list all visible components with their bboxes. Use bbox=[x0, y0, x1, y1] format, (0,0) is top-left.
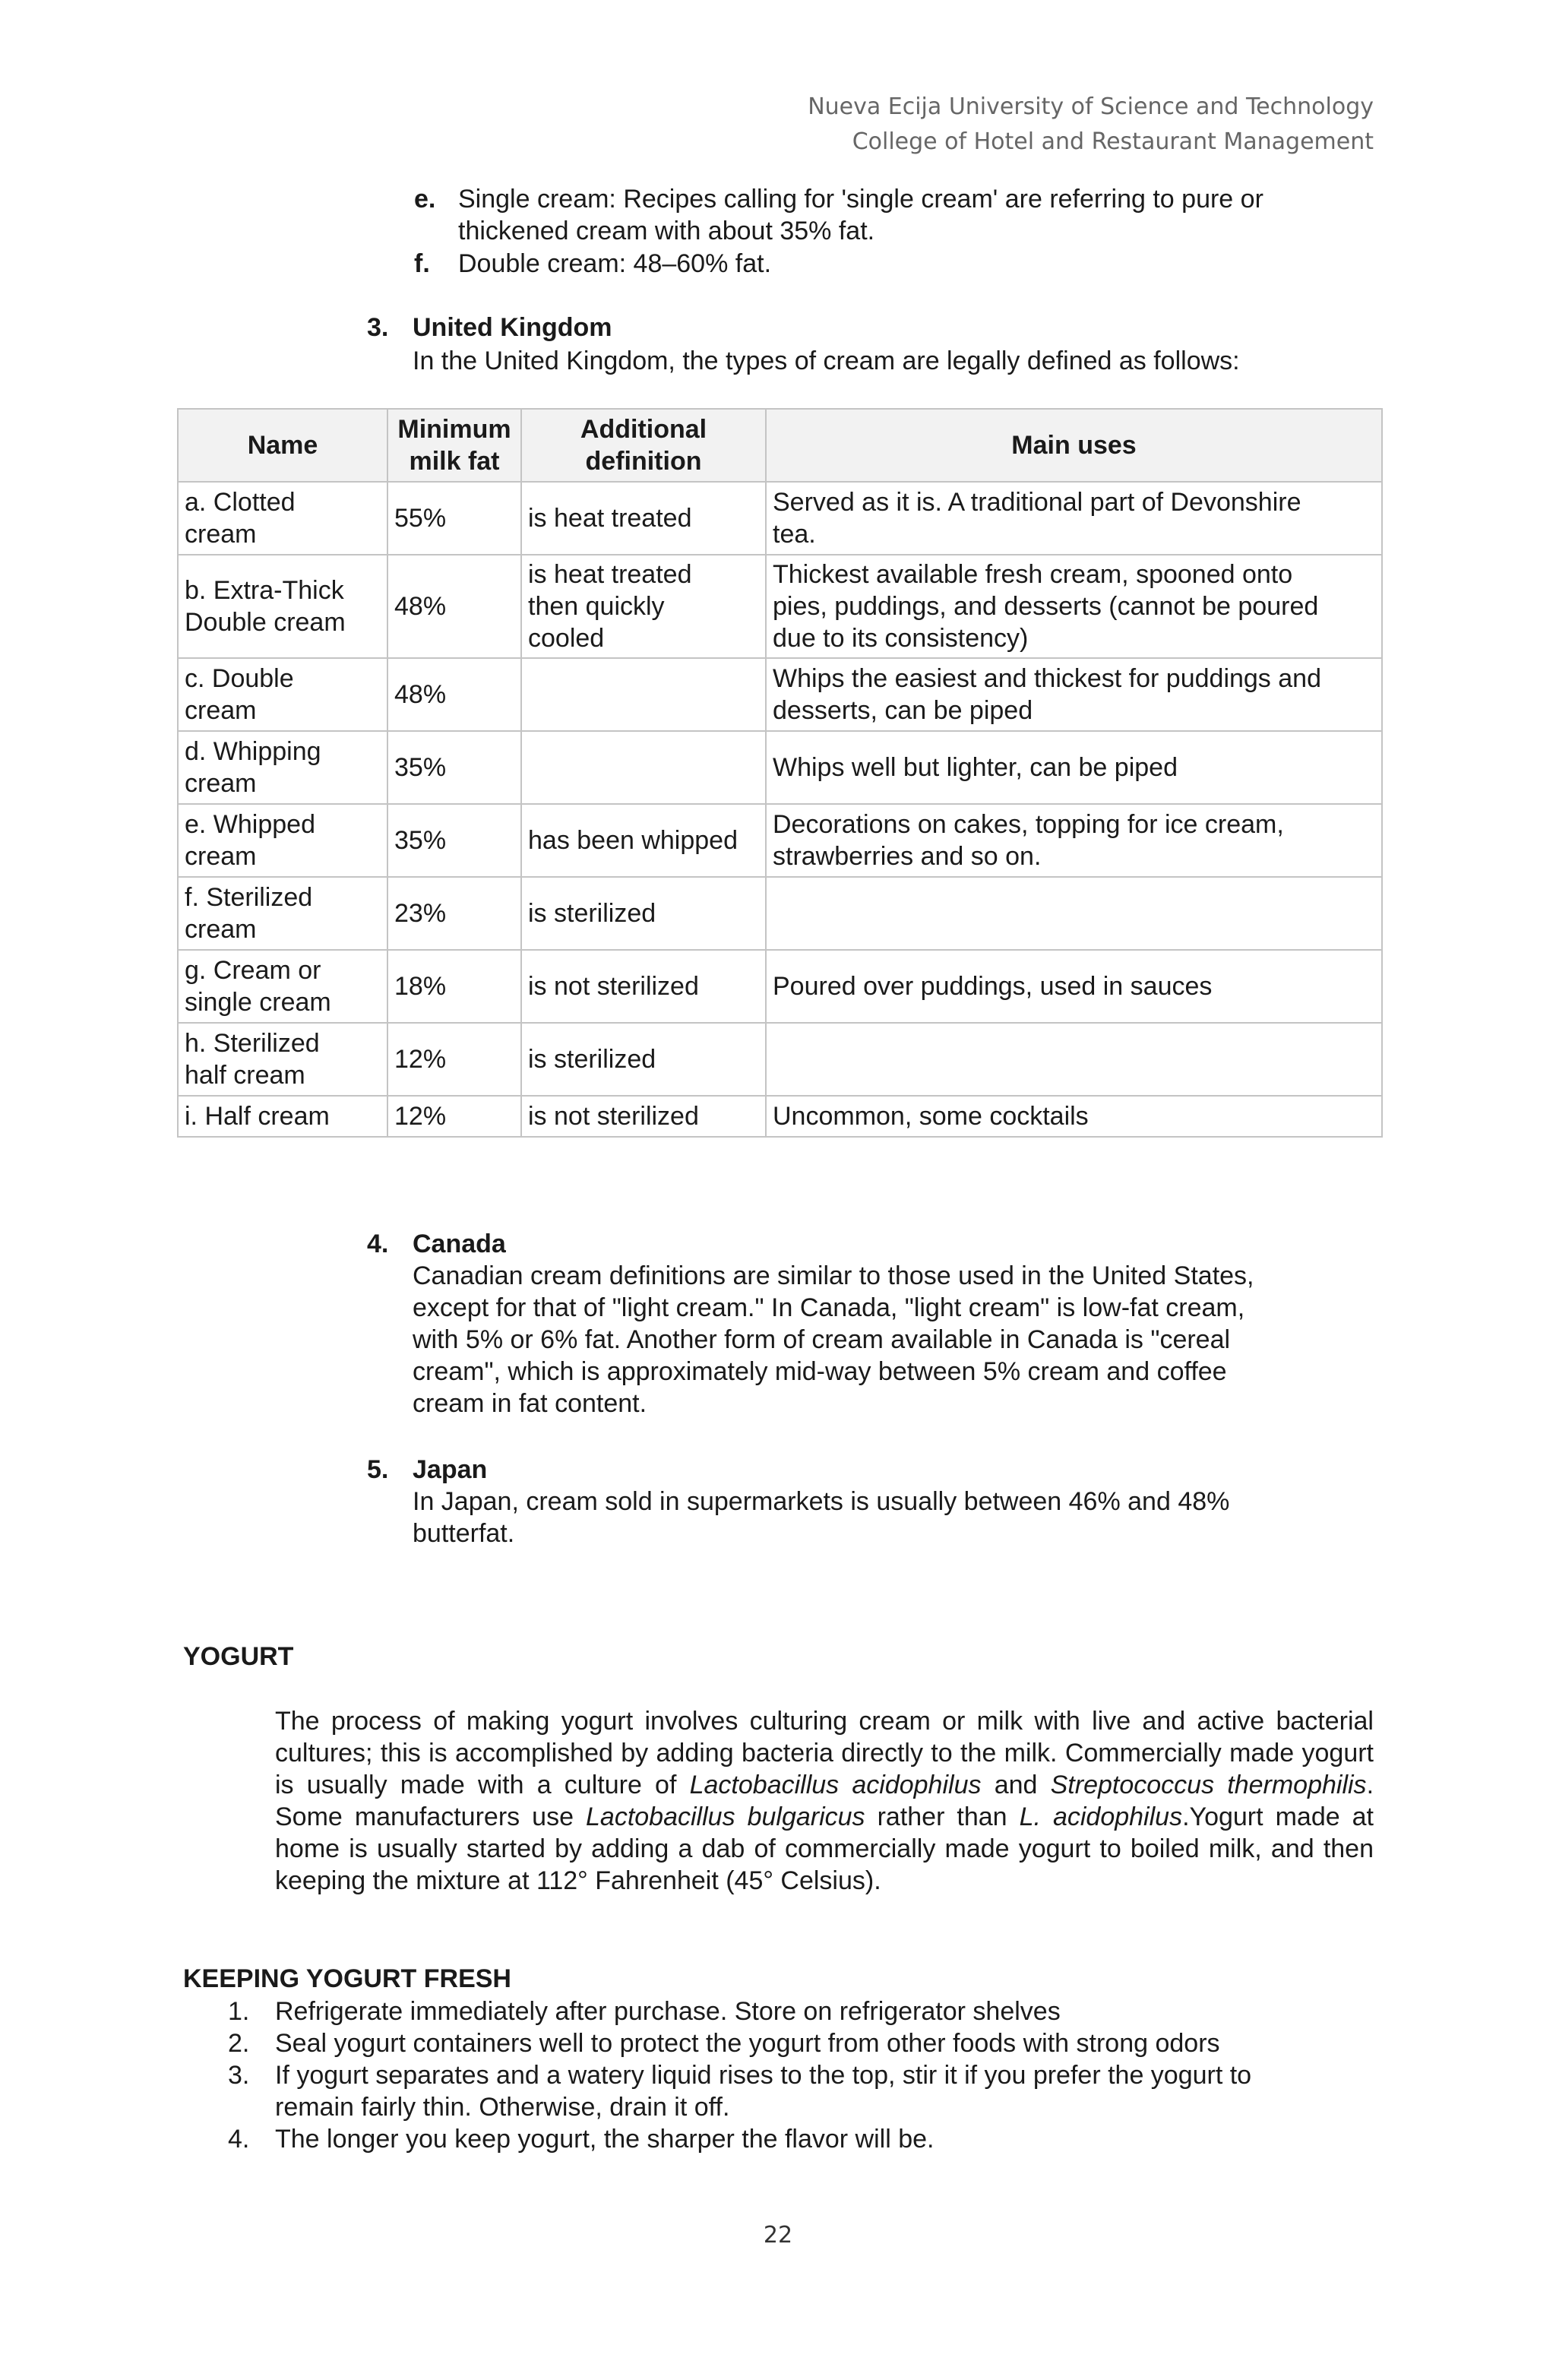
list-item: Seal yogurt containers well to protect the yogurt from other foods with strong odors bbox=[275, 2029, 1220, 2058]
list-label: e. bbox=[414, 185, 436, 214]
cell-name: f. Sterilized cream bbox=[178, 877, 387, 950]
header-name: Name bbox=[178, 409, 387, 482]
list-text: Single cream: Recipes calling for 'single cream' are referring to pure or thickened cream with about 35% fat. bbox=[458, 185, 1263, 245]
header-college: College of Hotel and Restaurant Management bbox=[852, 128, 1374, 155]
list-number: 1. bbox=[228, 1997, 250, 2026]
section-title: Canada bbox=[413, 1230, 506, 1258]
section-body: Canada Canadian cream definitions are similar to those used in the United States, except for that of "light cream." In Canada, "light cream" is low-fat cream, with 5% or 6% fat. Another form of cream available in Canada is "cereal cream", which is approximately mid-way between 5% cream and coffee cream in fat content. bbox=[413, 1230, 1254, 1418]
cell-name: g. Cream or single cream bbox=[178, 950, 387, 1023]
cell-uses: Whips well but lighter, can be piped bbox=[766, 731, 1382, 804]
cell-definition: is sterilized bbox=[521, 877, 766, 950]
cell-name: d. Whipping cream bbox=[178, 731, 387, 804]
cell-definition: is heat treated then quickly cooled bbox=[521, 555, 766, 658]
cell-uses: Served as it is. A traditional part of Devonshire tea. bbox=[766, 482, 1382, 555]
list-item: If yogurt separates and a watery liquid rises to the top, stir it if you prefer the yogurt to remain fairly thin. Otherwise, drain it off. bbox=[275, 2061, 1252, 2122]
header-university: Nueva Ecija University of Science and Technology bbox=[808, 93, 1374, 120]
list-text: Double cream: 48–60% fat. bbox=[458, 249, 772, 278]
cell-fat: 18% bbox=[387, 950, 521, 1023]
cell-fat: 48% bbox=[387, 555, 521, 658]
cell-definition bbox=[521, 731, 766, 804]
cell-uses: Whips the easiest and thickest for puddings and desserts, can be piped bbox=[766, 658, 1382, 731]
table-row bbox=[178, 1096, 1382, 1137]
cell-name: e. Whipped cream bbox=[178, 804, 387, 877]
list-number: 2. bbox=[228, 2029, 250, 2058]
cell-fat: 23% bbox=[387, 877, 521, 950]
cell-uses: Uncommon, some cocktails bbox=[766, 1096, 1382, 1137]
table-row bbox=[178, 950, 1382, 1023]
cell-name: i. Half cream bbox=[178, 1096, 387, 1137]
cell-name: c. Double cream bbox=[178, 658, 387, 731]
table-row bbox=[178, 804, 1382, 877]
cell-uses: Decorations on cakes, topping for ice cream, strawberries and so on. bbox=[766, 804, 1382, 877]
section-number: 4. bbox=[367, 1230, 389, 1258]
header-uses: Main uses bbox=[766, 409, 1382, 482]
section-number: 3. bbox=[367, 313, 389, 342]
table-row bbox=[178, 555, 1382, 658]
cell-fat: 35% bbox=[387, 731, 521, 804]
heading-keeping-fresh: KEEPING YOGURT FRESH bbox=[183, 1964, 511, 1993]
cell-uses: Thickest available fresh cream, spooned onto pies, puddings, and desserts (cannot be poured due to its consistency) bbox=[766, 555, 1382, 658]
cell-uses bbox=[766, 877, 1382, 950]
cell-fat: 55% bbox=[387, 482, 521, 555]
cell-name: a. Clotted cream bbox=[178, 482, 387, 555]
cream-types-table bbox=[177, 408, 1383, 1138]
table-row bbox=[178, 731, 1382, 804]
table-row bbox=[178, 658, 1382, 731]
cell-fat: 12% bbox=[387, 1096, 521, 1137]
cell-definition: is sterilized bbox=[521, 1023, 766, 1096]
heading-yogurt: YOGURT bbox=[183, 1642, 294, 1671]
page-header bbox=[808, 90, 1374, 160]
cell-uses bbox=[766, 1023, 1382, 1096]
section-title: Japan bbox=[413, 1455, 488, 1484]
table-header-row bbox=[178, 409, 1382, 482]
table-row bbox=[178, 482, 1382, 555]
list-number: 4. bbox=[228, 2125, 250, 2154]
cell-definition: is not sterilized bbox=[521, 1096, 766, 1137]
table-row bbox=[178, 1023, 1382, 1096]
cell-uses: Poured over puddings, used in sauces bbox=[766, 950, 1382, 1023]
header-fat: Minimum milk fat bbox=[387, 409, 521, 482]
list-item: The longer you keep yogurt, the sharper the flavor will be. bbox=[275, 2125, 935, 2154]
cell-name: b. Extra-Thick Double cream bbox=[178, 555, 387, 658]
cell-fat: 48% bbox=[387, 658, 521, 731]
page-number: 22 bbox=[763, 2222, 793, 2249]
table-row bbox=[178, 877, 1382, 950]
cell-fat: 35% bbox=[387, 804, 521, 877]
cell-definition: has been whipped bbox=[521, 804, 766, 877]
section-number: 5. bbox=[367, 1455, 389, 1484]
cell-definition bbox=[521, 658, 766, 731]
section-title: United Kingdom bbox=[413, 313, 612, 342]
section-body: Japan In Japan, cream sold in supermarkets is usually between 46% and 48% butterfat. bbox=[413, 1455, 1230, 1548]
list-label: f. bbox=[414, 249, 430, 278]
yogurt-paragraph: The process of making yogurt involves culturing cream or milk with live and active bacterial cultures; this is accomplished by adding bacteria directly to the milk. Commercially made yogurt is usually made with a culture of Lactobacillus acidophilus and Streptococcus thermophilis. Some manufacturers use Lactobacillus bulgaricus rather than L. acidophilus.Yogurt made at home is usually started by adding a dab of commercially made yogurt to boiled milk, and then keeping the mixture at 112° Fahrenheit (45° Celsius). bbox=[275, 1707, 1374, 1895]
cell-fat: 12% bbox=[387, 1023, 521, 1096]
header-definition: Additional definition bbox=[521, 409, 766, 482]
list-item: Refrigerate immediately after purchase. Store on refrigerator shelves bbox=[275, 1997, 1061, 2026]
section-intro: In the United Kingdom, the types of cream are legally defined as follows: bbox=[413, 347, 1240, 375]
cell-definition: is heat treated bbox=[521, 482, 766, 555]
list-number: 3. bbox=[228, 2061, 250, 2090]
cell-name: h. Sterilized half cream bbox=[178, 1023, 387, 1096]
cell-definition: is not sterilized bbox=[521, 950, 766, 1023]
